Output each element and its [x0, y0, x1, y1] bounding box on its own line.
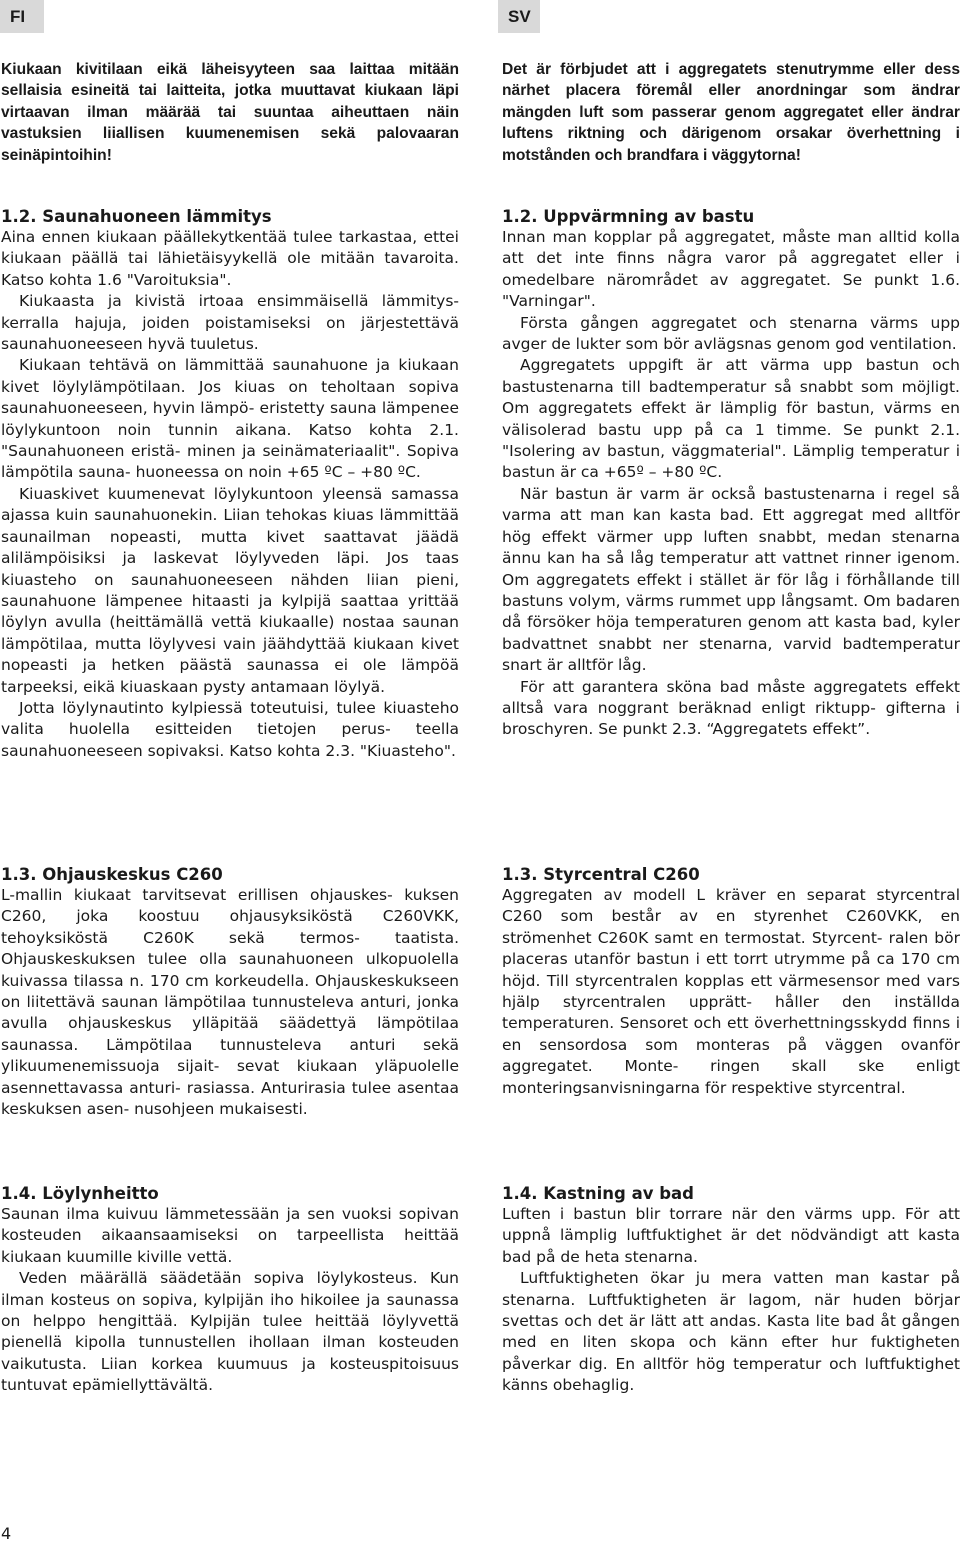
section-heading: 1.3. Ohjauskeskus C260	[1, 865, 223, 884]
language-tab-sv	[498, 0, 540, 33]
paragraph: Aggregatets uppgift är att värma upp bastun och bastustenarna till badtemperatur så snabbt som möjligt. Om aggregatets effekt är lämplig för bastun, värms en välisolerad bastu upp på ca 1 timme. Se punkt 2.1. "Isolering av bastun, väggmaterial". Lämplig temperatur i bastun är ca +65º – +80 ºC.	[502, 356, 960, 482]
section-heading: 1.2. Saunahuoneen lämmitys	[1, 207, 272, 226]
section-1-2-sv	[502, 206, 960, 741]
paragraph: Aina ennen kiukaan päällekytkentää tulee tarkastaa, ettei kiukaan päällä tai lähietäisyykellä ole mitään tavaroita. Katso kohta 1.6 "Varoituksia".	[1, 228, 459, 289]
paragraph: Luftfuktigheten ökar ju mera vatten man kastar på stenarna. Luftfuktigheten är lagom, när huden börjar svettas och det är lätt att andas. Kasta lite bad åt gången med en liten skopa och känn efter hur fuktigheten påverkar dig. En alltför hög temperatur och luftfuktighet känns obehaglig.	[502, 1269, 960, 1395]
section-1-4-sv	[502, 1183, 960, 1397]
paragraph: L-mallin kiukaat tarvitsevat erillisen ohjauskes- kuksen C260, joka koostuu ohjausyksiköstä C260VKK, tehoyksiköstä C260K sekä termos- taatista. Ohjauskeskuksen tulee olla saunahuoneen ulkopuolella kuivassa tilassa n. 170 cm korkeudella. Ohjauskeskukseen on liitettävä saunan lämpötilaa tunnusteleva anturi, jonka avulla ohjauskeskus ylläpitää säädettyä lämpötilaa saunassa. Lämpötilaa tunnusteleva anturi sekä ylikuumenemissuoja sijait- sevat kiukaan yläpuolelle asennettavassa anturi- rasiassa. Anturirasia tulee asentaa keskuksen asen- nusohjeen mukaisesti.	[1, 886, 459, 1119]
language-tab-fi	[0, 0, 44, 33]
paragraph: Jotta löylynautinto kylpiessä toteutuisi, tulee kiuasteho valita huolella esitteiden tietojen perus- teella saunahuoneeseen sopivaksi. Katso kohta 2.3. "Kiuasteho".	[1, 698, 459, 760]
section-1-3-fi	[1, 864, 459, 1120]
language-label-sv: SV	[508, 7, 531, 26]
warning-sv	[502, 59, 960, 166]
paragraph: Innan man kopplar på aggregatet, måste man alltid kolla att det inte finns några varor på aggregatet eller i omedelbare närområdet av aggregatet. Se punkt 1.6. "Varningar".	[502, 228, 960, 311]
paragraph: Kiukaan tehtävä on lämmittää saunahuone ja kiukaan kivet löylylämpötilaan. Jos kiuas on teholtaan sopiva saunahuoneeseen, hyvin lämpö- eristetty sauna lämpenee löylykuntoon noin tunnin aikana. Katso kohta 2.1. "Saunahuoneen eristä- minen ja seinämateriaalit". Sopiva lämpötila sauna- huoneessa on noin +65 ºC – +80 ºC.	[1, 356, 459, 482]
section-1-3-sv	[502, 864, 960, 1099]
section-heading: 1.4. Kastning av bad	[502, 1184, 694, 1203]
warning-fi	[1, 59, 459, 166]
section-heading: 1.4. Löylynheitto	[1, 1184, 159, 1203]
paragraph: Luften i bastun blir torrare när den värms upp. För att uppnå lämplig luftfuktighet är det nödvändigt att kasta bad på de heta stenarna.	[502, 1205, 960, 1266]
section-1-2-fi	[1, 206, 459, 762]
warning-text-sv: Det är förbjudet att i aggregatets stenutrymme eller dess närhet placera föremål eller anordningar som ändrar mängden luft som passerar genom aggregatet eller ändrar luftens riktning och därigenom orsakar överhettning i motstånden och brandfara i väggytorna!	[502, 61, 960, 164]
paragraph: Kiuaskivet kuumenevat löylykuntoon yleensä samassa ajassa kuin saunahuonekin. Liian tehokas kiuas lämmittää saunailman nopeasti, mutta kivet saattavat jäädä alilämpöisiksi ja laskevat löylyveden läpi. Jos taas kiuasteho on saunahuoneeseen nähden liian pieni, saunahuone lämpenee hitaasti ja kylpijä saattaa yrittää löylyn avulla (heittämällä vettä kiukaalle) nostaa saunan lämpötilaa, mutta löylyvesi vain jäähdyttää kiukaan kivet nopeasti ja hetken päästä saunassa ei ole lämpöä tarpeeksi, eikä kiuaskaan pysty antamaan löylyä.	[1, 484, 459, 696]
warning-text-fi: Kiukaan kivitilaan eikä läheisyyteen saa laittaa mitään sellaisia esineitä tai laitteita, jotka muuttavat kiukaan läpi virtaavan ilman määrää tai suuntaa aiheuttaen näin vastuksien liiallisen kuumenemisen sekä palovaaran seinäpintoihin!	[1, 61, 459, 164]
section-1-4-fi	[1, 1183, 459, 1397]
language-label-fi: FI	[10, 7, 26, 26]
paragraph: Första gången aggregatet och stenarna värms upp avger de lukter som bör avlägsnas genom god ventilation.	[502, 313, 960, 354]
page-number: 4	[1, 1524, 12, 1543]
paragraph: När bastun är varm är också bastustenarna i regel så varma att man kan kasta bad. Ett aggregat med alltför hög effekt värmer upp luften snabbt, medan stenarna ännu kan ha så låg temperatur att vattnet rinner igenom. Om aggregatets effekt i stället är för låg i förhållande till bastuns volym, värms rummet upp långsamt. Om badaren då försöker höja temperaturen genom att kasta bad, kyler badvattnet snabbt ner stenarna, varvid badtemperatur snart är alltför låg.	[502, 484, 960, 675]
paragraph: Veden määrällä säädetään sopiva löylykosteus. Kun ilman kosteus on sopiva, kylpijän iho hikoilee ja saunassa on helppo hengittää. Kylpijän tulee heittää löylyvettä pienellä kipolla tunnustellen ihollaan ilman kosteuden vaikutusta. Liian korkea kuumuus ja kosteuspitoisuus tuntuvat epämiellyttävältä.	[1, 1269, 459, 1395]
section-heading: 1.2. Uppvärmning av bastu	[502, 207, 755, 226]
section-heading: 1.3. Styrcentral C260	[502, 865, 700, 884]
paragraph: Kiukaasta ja kivistä irtoaa ensimmäisellä lämmitys- kerralla hajuja, joiden poistamiseksi on järjestettävä saunahuoneeseen hyvä tuuletus.	[1, 292, 459, 354]
paragraph: Aggregaten av modell L kräver en separat styrcentral C260 som består av en styrenhet C260VKK, en strömenhet C260K samt en termostat. Styrcent- ralen bör placeras utanför bastun i ett torrt utrymme på ca 170 cm höjd. Till styrcentralen kopplas ett värmesensor med vars hjälp styrcentralen upprätt- håller den inställda temperaturen. Sensoret och ett överhettningsskydd finns i en sensordosa som monteras på väggen ovanför aggregatet. Monte- ringen skall ske enligt monteringsanvisningarna för respektive styrcentral.	[502, 886, 960, 1097]
paragraph: Saunan ilma kuivuu lämmetessään ja sen vuoksi sopivan kosteuden aikaansaamiseksi on tarpeellista heittää kiukaan kuumille kiville vettä.	[1, 1205, 459, 1266]
paragraph: För att garantera sköna bad måste aggregatets effekt alltså vara noggrant beräknad enligt riktupp- gifterna i broschyren. Se punkt 2.3. “Aggregatets effekt”.	[502, 677, 960, 739]
